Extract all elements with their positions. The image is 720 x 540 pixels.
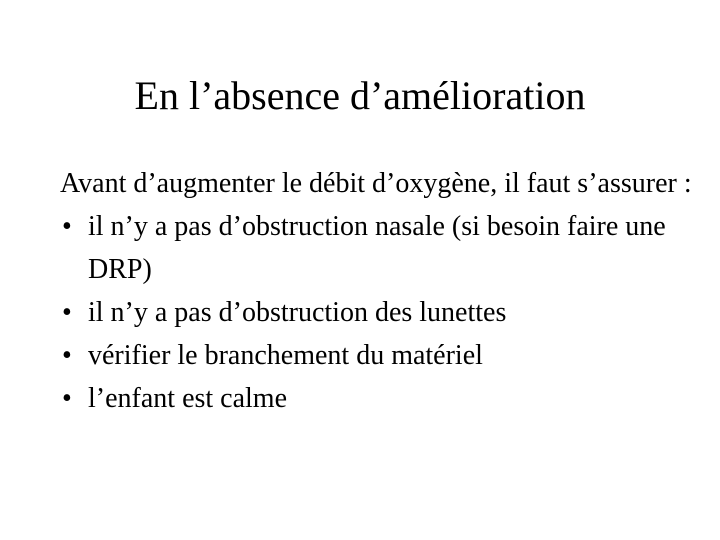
bullet-text: il n’y a pas d’obstruction nasale (si besoin faire une DRP) [88, 211, 666, 285]
bullet-item-cannula-obstruction [60, 291, 700, 334]
bullet-item-nasal-obstruction [60, 205, 700, 291]
bullet-text: vérifier le branchement du matériel [88, 340, 483, 371]
bullet-icon: • [62, 383, 72, 414]
bullet-item-equipment-connection [60, 334, 700, 377]
bullet-item-child-calm [60, 377, 700, 420]
intro-text: Avant d’augmenter le débit d’oxygène, il faut s’assurer : [60, 168, 692, 199]
bullet-text: l’enfant est calme [88, 383, 288, 414]
bullet-list [60, 205, 700, 420]
slide-body [60, 162, 700, 420]
bullet-icon: • [62, 340, 72, 371]
bullet-text: il n’y a pas d’obstruction des lunettes [88, 297, 507, 328]
bullet-icon: • [62, 297, 72, 328]
bullet-icon: • [62, 211, 72, 242]
slide-title: En l’absence d’amélioration [134, 73, 586, 118]
